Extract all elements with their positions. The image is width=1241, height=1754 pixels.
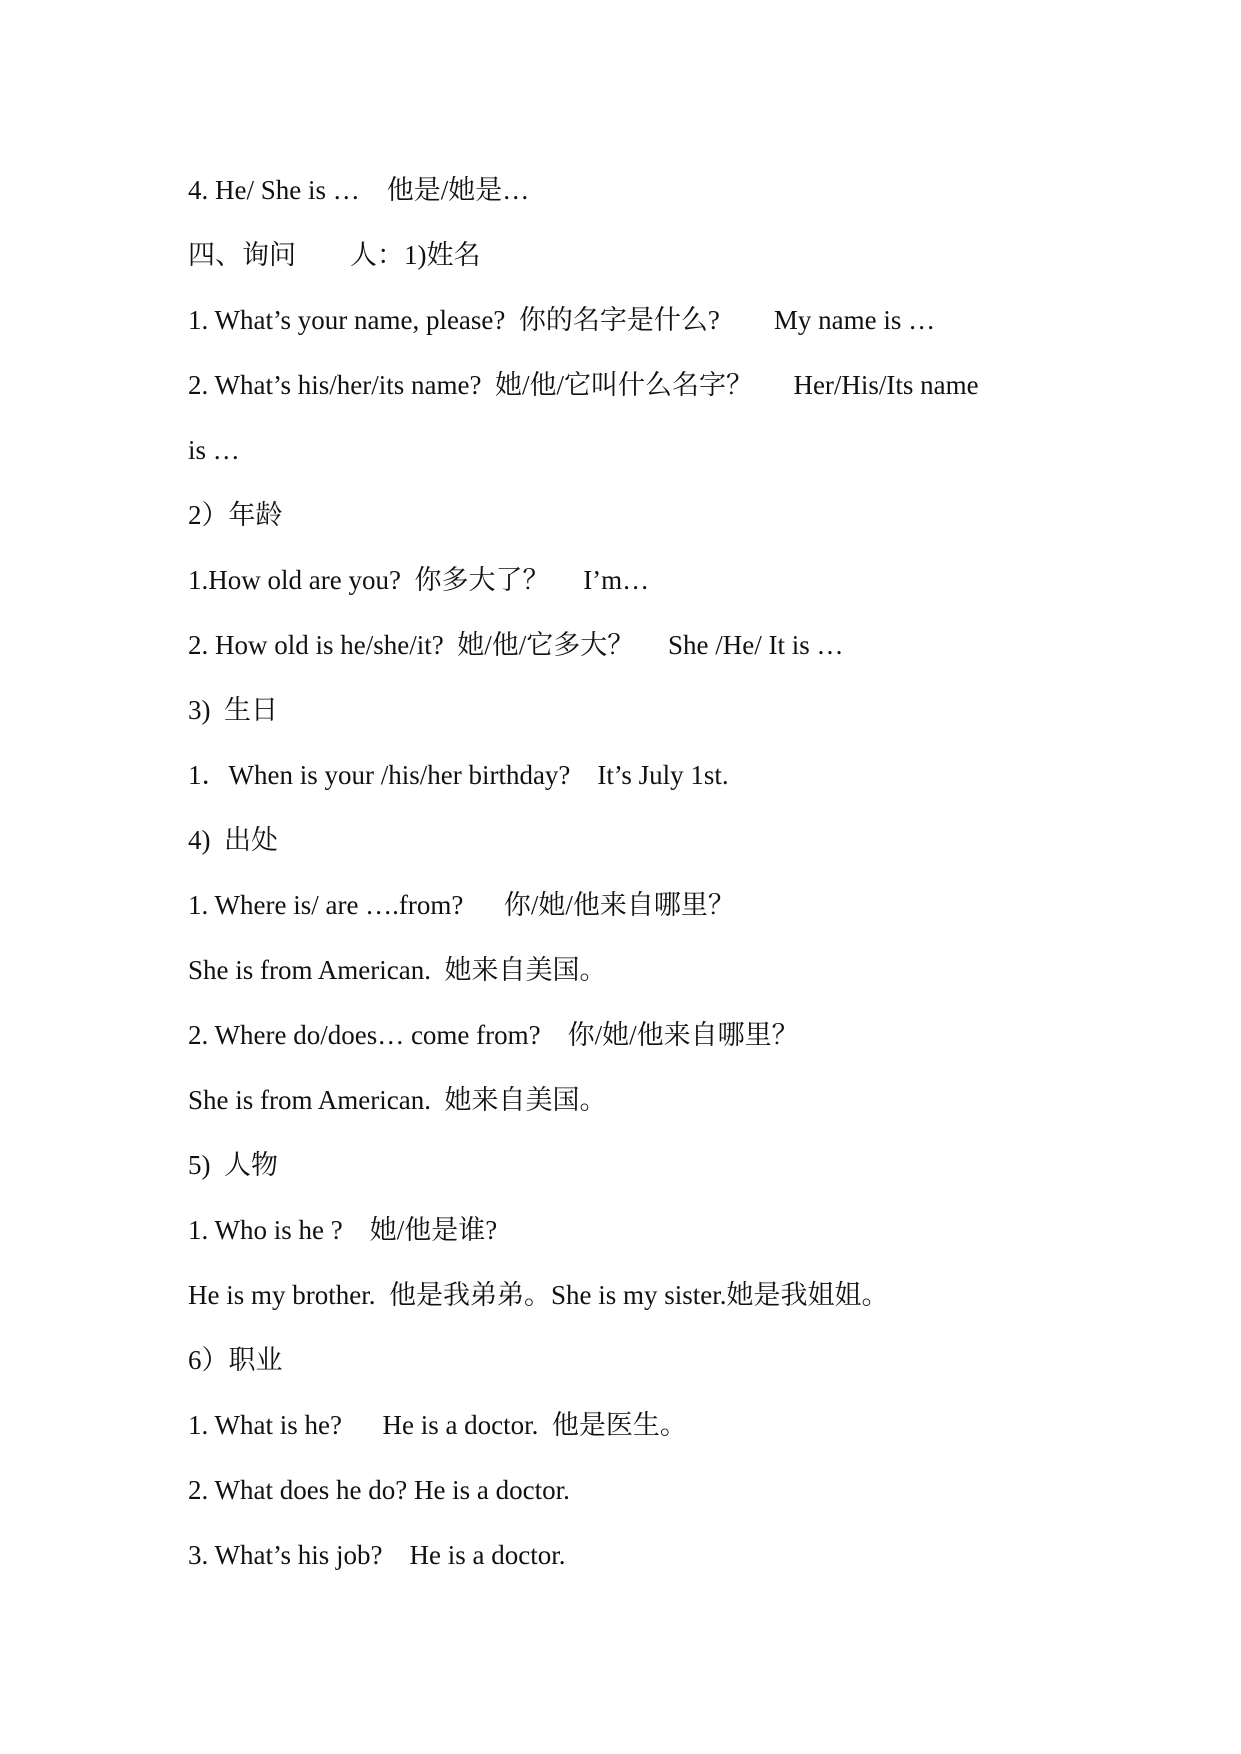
text-line-where-from: 1. Where is/ are ….from? 你/她/他来自哪里？ bbox=[188, 890, 735, 920]
text-line-from-american-1: She is from American. 她来自美国。 bbox=[188, 955, 607, 985]
text-line-his-her-name: 2. What’s his/her/its name? 她/他/它叫什么名字？ Her/His/Its name bbox=[188, 370, 979, 400]
section-heading-asking-people: 四、询问 人：1)姓名 bbox=[188, 240, 481, 270]
text-line-your-name: 1. What’s your name, please? 你的名字是什么? My name is … bbox=[188, 305, 936, 335]
text-line-brother-sister: He is my brother. 他是我弟弟。She is my sister.她是我姐姐。 bbox=[188, 1280, 889, 1310]
subheading-person: 5) 人物 bbox=[188, 1150, 278, 1180]
document-body bbox=[188, 158, 1068, 1588]
text-line-whats-his-job: 3. What’s his job? He is a doctor. bbox=[188, 1540, 566, 1570]
text-line-who-is-he: 1. Who is he ? 她/他是谁? bbox=[188, 1215, 498, 1245]
text-line-birthday: 1．When is your /his/her birthday? It’s July 1st. bbox=[188, 760, 729, 790]
text-line-from-american-2: She is from American. 她来自美国。 bbox=[188, 1085, 607, 1115]
subheading-origin: 4) 出处 bbox=[188, 825, 278, 855]
text-line-his-her-name-cont: is … bbox=[188, 435, 240, 465]
subheading-birthday: 3) 生日 bbox=[188, 695, 278, 725]
text-line-what-is-he: 1. What is he? He is a doctor. 他是医生。 bbox=[188, 1410, 687, 1440]
text-line-how-old-are-you: 1.How old are you? 你多大了？ I’m… bbox=[188, 565, 650, 595]
subheading-age: 2）年龄 bbox=[188, 500, 283, 530]
text-line-where-come-from: 2. Where do/does… come from? 你/她/他来自哪里？ bbox=[188, 1020, 799, 1050]
text-line-what-does-he-do: 2. What does he do? He is a doctor. bbox=[188, 1475, 570, 1505]
subheading-occupation: 6）职业 bbox=[188, 1345, 283, 1375]
text-line-how-old-is-he: 2. How old is he/she/it? 她/他/它多大？ She /He/ It is … bbox=[188, 630, 844, 660]
text-line-he-she-is: 4. He/ She is … 他是/她是… bbox=[188, 175, 530, 205]
